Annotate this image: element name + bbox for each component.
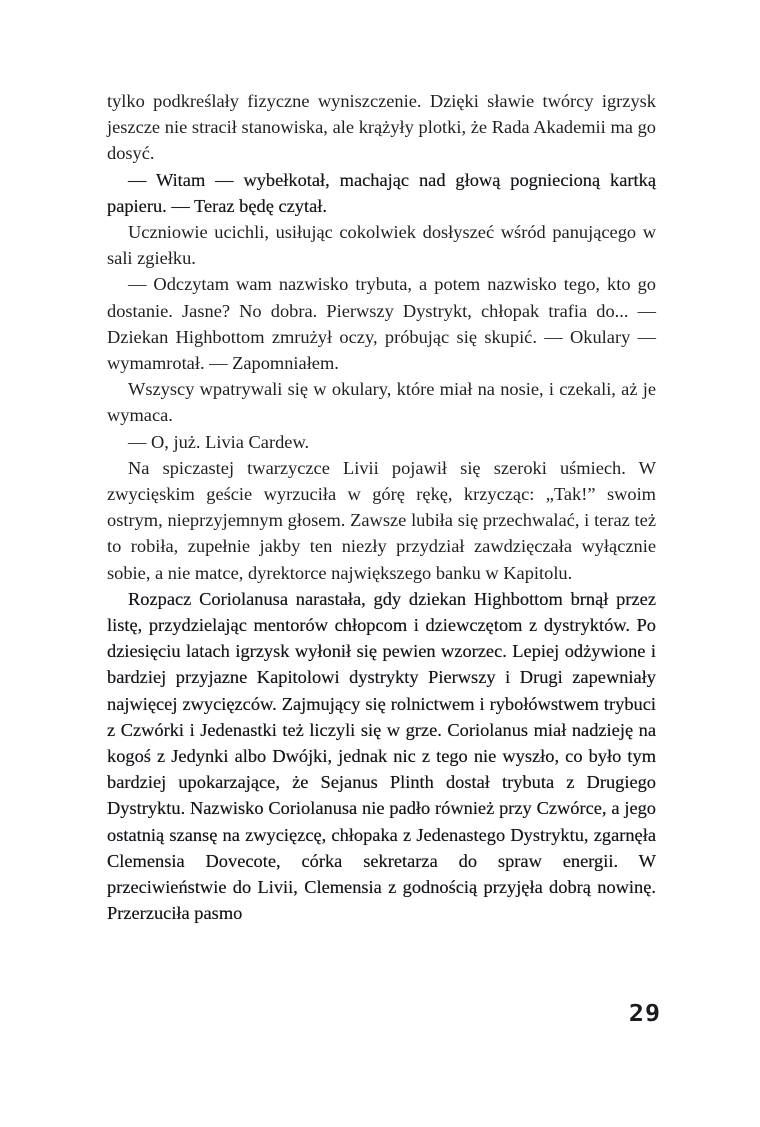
paragraph: tylko podkreślały fizyczne wyniszczenie. Dzięki sławie twórcy igrzysk jeszcze nie stracił stanowiska, ale krążyły plotki, że Rada Akademii ma go dosyć.: [107, 91, 656, 164]
paragraph: — O, już. Livia Cardew.: [128, 431, 310, 452]
page-number: 29: [628, 1000, 661, 1027]
page-text-block: [107, 88, 656, 927]
paragraph: — Witam — wybełkotał, machając nad głową pogniecioną kartką papieru. — Teraz będę czytał.: [107, 169, 656, 216]
paragraph: — Odczytam wam nazwisko trybuta, a potem nazwisko tego, kto go dostanie. Jasne? No dobra. Pierwszy Dystrykt, chłopak trafia do... — Dziekan Highbottom zmrużył oczy, próbując się skupić. — Okulary — wymamrotał. — Zapomniałem.: [107, 274, 656, 374]
paragraph: Uczniowie ucichli, usiłując cokolwiek dosłyszeć wśród panującego w sali zgiełku.: [107, 222, 656, 269]
paragraph: Rozpacz Coriolanusa narastała, gdy dziekan Highbottom brnął przez listę, przydzielając mentorów chłopcom i dziewczętom z dystryktów. Po dziesięciu latach igrzysk wyłonił się pewien wzorzec. Lepiej odżywione i bardziej przyjazne Kapitolowi dystrykty Pierwszy i Drugi zapewniały najwięcej zwycięzców. Zajmujący się rolnictwem i rybołówstwem trybuci z Czwórki i Jedenastki też liczyli się w grze. Coriolanus miał nadzieję na kogoś z Jedynki albo Dwójki, jednak nic z tego nie wyszło, co było tym bardziej upokarzające, że Sejanus Plinth dostał trybuta z Drugiego Dystryktu. Nazwisko Coriolanusa nie padło również przy Czwórce, a jego ostatnią szansę na zwycięzcę, chłopaka z Jedenastego Dystryktu, zgarnęła Clemensia Dovecote, córka sekretarza do spraw energii. W przeciwieństwie do Livii, Clemensia z godnością przyjęła dobrą nowinę. Przerzuciła pasmo: [107, 588, 656, 924]
paragraph: Na spiczastej twarzyczce Livii pojawił się szeroki uśmiech. W zwycięskim geście wyrzuciła w górę rękę, krzycząc: „Tak!” swoim ostrym, nieprzyjemnym głosem. Zawsze lubiła się przechwalać, i teraz też to robiła, zupełnie jakby ten niezły przydział zawdzięczała wyłącznie sobie, a nie matce, dyrektorce największego banku w Kapitolu.: [107, 457, 656, 583]
paragraph: Wszyscy wpatrywali się w okulary, które miał na nosie, i czekali, aż je wymaca.: [107, 379, 656, 426]
